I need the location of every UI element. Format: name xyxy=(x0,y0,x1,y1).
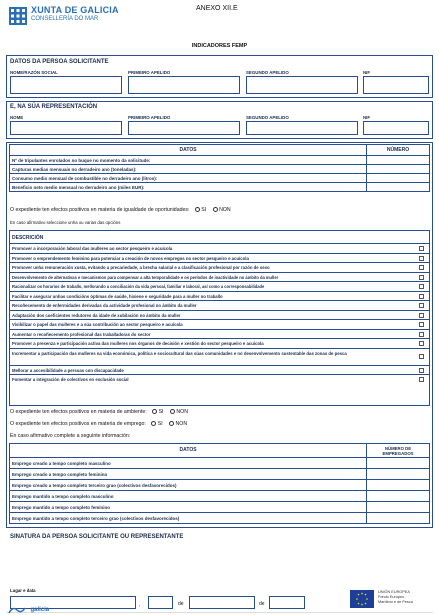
description-row-label: Fomentar a integración de colectivos en exclusión social xyxy=(12,377,129,382)
vessel-table-row-value[interactable] xyxy=(367,183,430,192)
vessel-table-header-datos: DATOS xyxy=(10,145,367,156)
equality-question-text: O expediente ten efectos positivos en materia de igualdade de oportunidades: xyxy=(10,207,190,213)
description-checkbox[interactable] xyxy=(419,303,424,308)
description-row xyxy=(9,300,430,310)
employment-note: En caso afirmativo complete a seguinte información: xyxy=(10,433,131,439)
description-row xyxy=(9,338,430,348)
rep-surname2-field[interactable] xyxy=(246,121,358,135)
employment-row-label: Emprego mantido a tempo completo feminino xyxy=(10,502,367,513)
applicant-surname2-field[interactable] xyxy=(246,76,358,94)
employment-row-value[interactable] xyxy=(367,513,430,524)
dept-name: CONSELLERÍA DO MAR xyxy=(31,16,99,22)
description-checkbox[interactable] xyxy=(419,256,424,261)
eu-flag-icon xyxy=(350,590,374,608)
applicant-surname1-field[interactable] xyxy=(128,76,240,94)
description-checkbox[interactable] xyxy=(419,275,424,280)
employment-no-label: NON xyxy=(175,421,188,427)
applicant-name-label: NOME/RAZÓN SOCIAL xyxy=(10,70,58,75)
day-field[interactable] xyxy=(148,596,173,609)
eu-text-line-1: UNIÓN EUROPEA xyxy=(378,590,410,594)
employment-row-label: Emprego creado a tempo completo feminino xyxy=(10,469,367,480)
description-row xyxy=(9,272,430,282)
description-heading: DESCRICIÓN xyxy=(12,235,44,241)
description-checkbox[interactable] xyxy=(419,284,424,289)
description-checkbox[interactable] xyxy=(419,332,424,337)
employment-row-value[interactable] xyxy=(367,502,430,513)
employment-row-value[interactable] xyxy=(367,491,430,502)
employment-question-text: O expediente ten efectos positivos en materia de emprego: xyxy=(10,421,146,427)
description-row-label: Promover a presenza e participación activa das mulleres nos órganos de decisión e xestión do sector pesqueiro e acuícola xyxy=(12,341,264,346)
description-row-label: Adaptación dos coeficientes redutores da idade de xubilación no ámbito da muller xyxy=(12,312,181,318)
environment-no-label: NON xyxy=(176,409,188,415)
employment-row-value[interactable] xyxy=(367,469,430,480)
environment-yes-radio[interactable] xyxy=(152,409,157,414)
environment-question-text: O expediente ten efectos positivos en materia de ambiente: xyxy=(10,409,147,415)
date-de-1: de xyxy=(178,601,184,607)
description-row xyxy=(9,262,430,272)
description-row xyxy=(9,319,430,329)
environment-yes-label: SI xyxy=(158,409,164,415)
description-row xyxy=(9,365,430,375)
environment-question xyxy=(10,409,188,415)
year-field[interactable] xyxy=(269,596,305,609)
equality-no-radio[interactable] xyxy=(213,207,218,212)
vessel-table-row-label: Consumo medio mensual de combustible no derradeiro ano (litros): xyxy=(10,174,367,183)
description-row-label: Incrementar a participación das mulleres na vida económica, política e sociocultural das súas comunidades e no desenvolvemento sustentable das zonas de pesca xyxy=(12,350,347,356)
employment-header-numero: NÚMERO DE EMPREGADOS xyxy=(367,444,430,458)
description-list xyxy=(9,243,430,384)
month-field[interactable] xyxy=(189,596,255,609)
description-checkbox[interactable] xyxy=(419,313,424,318)
date-comma: , xyxy=(139,602,141,608)
description-row-label: Racionalizar os horarios de traballo, mellorando a conciliación da vida persoal, familiar e laboral, así como a corresponsabilidade xyxy=(12,284,265,289)
rep-nif-label: NIF xyxy=(363,115,371,120)
footer-divider xyxy=(6,612,433,613)
description-row xyxy=(9,329,430,339)
vessel-table-header-numero: NÚMERO xyxy=(367,145,430,156)
employment-row-label: Emprego mantido a tempo completo terceiro grao (colectivos desfavorecidos) xyxy=(10,513,367,524)
employment-no-radio[interactable] xyxy=(169,421,174,426)
vessel-table-row-value[interactable] xyxy=(367,165,430,174)
applicant-surname2-label: SEGUNDO APELIDO xyxy=(246,70,289,75)
description-row xyxy=(9,243,430,253)
org-name: XUNTA DE GALICIA xyxy=(31,5,119,15)
description-checkbox[interactable] xyxy=(419,377,424,382)
vessel-table-row-value[interactable] xyxy=(367,156,430,165)
rep-nif-field[interactable] xyxy=(363,121,429,135)
description-row xyxy=(9,253,430,263)
employment-question xyxy=(10,421,187,427)
galicia-logo xyxy=(8,601,49,613)
employment-row-label: Emprego mantido a tempo completo masculino xyxy=(10,491,367,502)
signature-heading: SINATURA DA PERSOA SOLICITANTE OU REPRESENTANTE xyxy=(10,534,184,540)
applicant-heading: DATOS DA PERSOA SOLICITANTE xyxy=(10,59,109,65)
description-checkbox[interactable] xyxy=(419,354,424,359)
employment-yes-label: SI xyxy=(157,421,163,427)
rep-name-label: NOME xyxy=(10,115,24,120)
galicia-logo-text: galicia xyxy=(30,606,50,613)
description-row-label: Facilitar e asegurar unhas condicións óptimas de saúde, hixiene e seguridade para a muller no traballo xyxy=(12,293,223,299)
employment-row-value[interactable] xyxy=(367,458,430,469)
rep-surname1-field[interactable] xyxy=(128,121,240,135)
employment-header-datos: DATOS xyxy=(10,444,367,458)
description-row-label: Mellorar a accesibilidade a persoas con discapacidade xyxy=(12,367,124,373)
description-row-label: Promover o emprendemento feminino para potenciar a creación de novos empregos no sector pesqueiro e acuícola xyxy=(12,255,249,261)
description-checkbox[interactable] xyxy=(419,265,424,270)
rep-name-field[interactable] xyxy=(10,121,122,135)
galicia-logo-icon xyxy=(8,605,26,615)
eu-text-line-3: Marítimo e de Pesca xyxy=(378,600,413,604)
description-row-label: Recoñecemento de enfermidades derivadas da actividade profesional no ámbito da muller xyxy=(12,303,197,308)
rep-surname1-label: PRIMEIRO APELIDO xyxy=(128,115,171,120)
equality-yes-radio[interactable] xyxy=(195,207,200,212)
description-row xyxy=(9,291,430,301)
employment-row-value[interactable] xyxy=(367,480,430,491)
environment-no-radio[interactable] xyxy=(170,409,175,414)
representative-heading: E, NA SÚA REPRESENTACIÓN xyxy=(10,104,98,110)
eu-text xyxy=(378,590,413,605)
description-checkbox[interactable] xyxy=(419,368,424,373)
equality-question xyxy=(10,207,231,213)
employment-row-label: Emprego creado a tempo completo masculino xyxy=(10,458,367,469)
equality-note: En caso afirmativo seleccione unha ou varias das opcións xyxy=(10,220,121,225)
annex-label: ANEXO XII.E xyxy=(196,5,238,12)
description-row xyxy=(9,348,430,365)
description-checkbox[interactable] xyxy=(419,294,424,299)
vessel-data-table xyxy=(9,144,430,192)
employment-table xyxy=(9,443,430,524)
place-date-label: Lugar e data xyxy=(10,588,36,593)
description-checkbox[interactable] xyxy=(419,341,424,346)
employment-yes-radio[interactable] xyxy=(151,421,156,426)
vessel-table-row-label: Nº de tripulantes enrolados no buque no momento da solicitude: xyxy=(10,156,367,165)
description-checkbox[interactable] xyxy=(419,246,424,251)
applicant-nif-label: NIF xyxy=(363,70,371,75)
applicant-surname1-label: PRIMEIRO APELIDO xyxy=(128,70,171,75)
description-row-label: Aumentar o recoñecemento profesional das traballadoras do sector xyxy=(12,331,151,337)
description-row xyxy=(9,310,430,320)
equality-yes-label: SI xyxy=(201,207,207,213)
vessel-table-row-value[interactable] xyxy=(367,174,430,183)
xunta-logo xyxy=(8,6,28,26)
employment-row-label: Emprego creado a tempo completo terceiro grao (colectivos desfavorecidos) xyxy=(10,480,367,491)
applicant-name-field[interactable] xyxy=(10,76,122,94)
eu-logo xyxy=(350,590,374,608)
equality-no-label: NON xyxy=(219,207,231,213)
description-checkbox[interactable] xyxy=(419,322,424,327)
description-row-label: Visibilizar o papel das mulleres e a súa contribución ao sector pesqueiro e acuícola xyxy=(12,322,183,327)
eu-text-line-2: Fondo Europeo xyxy=(378,595,405,599)
description-row-label: Promover unha remuneración xusta, evitando a precariedade, a brecha salarial e a clasificación profesional por razón de sexo xyxy=(12,265,270,270)
vessel-table-row-label: Beneficio neto medio mensual no derradeiro ano (miles EUR): xyxy=(10,183,367,192)
date-de-2: de xyxy=(259,601,265,607)
rep-surname2-label: SEGUNDO APELIDO xyxy=(246,115,289,120)
xunta-emblem-icon xyxy=(8,6,28,26)
description-row-label: Desenvolvemento de alternativas e mecanismos para compensar a alta temporalidade e os períodos de inactividade no ámbito da muller xyxy=(12,274,279,280)
applicant-nif-field[interactable] xyxy=(363,76,429,94)
description-row xyxy=(9,374,430,384)
description-row-label: Promover a incorporación laboral das mulleres ao sector pesqueiro e acuícola xyxy=(12,246,173,251)
description-row xyxy=(9,281,430,291)
page-title: INDICADORES FEMP xyxy=(191,43,248,49)
vessel-table-row-label: Capturas medias mensuais no derradeiro ano (toneladas): xyxy=(10,165,367,174)
